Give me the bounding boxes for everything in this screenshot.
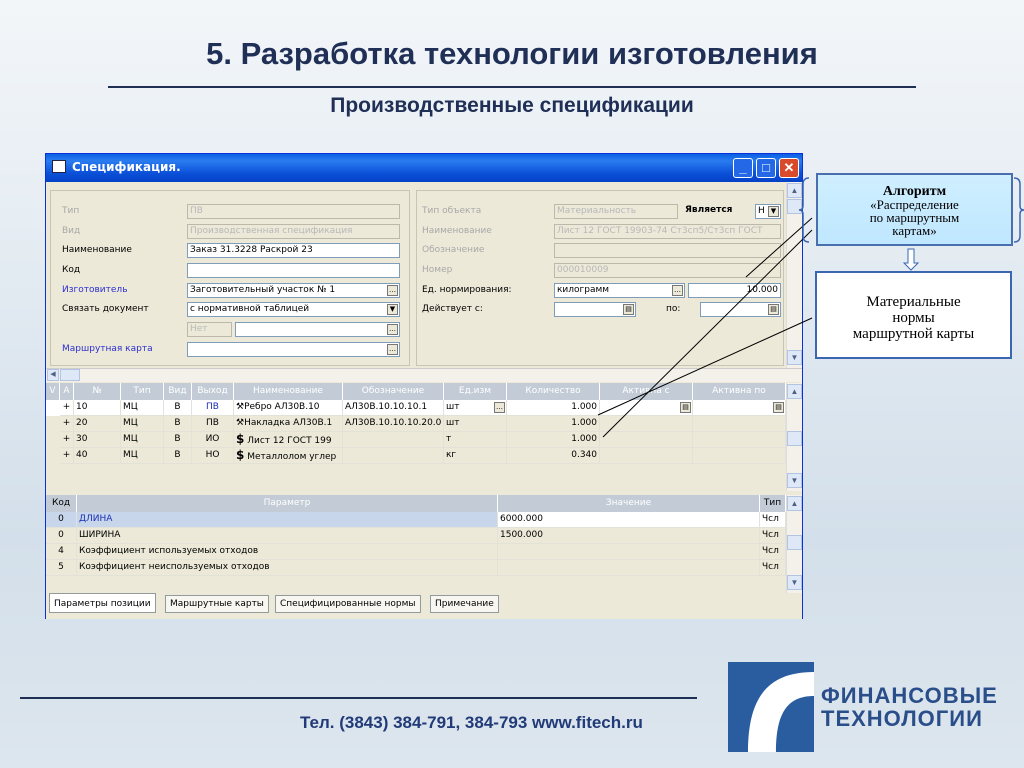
scroll-up-icon[interactable]: ▲ <box>787 183 802 198</box>
logo-line1: ФИНАНСОВЫЕ <box>821 683 998 708</box>
object-name-label: Наименование <box>422 226 492 236</box>
row-name-text: Накладка АЛ30В.1 <box>244 418 333 428</box>
row-flag[interactable]: + <box>60 400 74 416</box>
param-code[interactable]: 5 <box>46 560 77 576</box>
ellipsis-icon[interactable]: … <box>389 325 396 333</box>
minimize-button[interactable]: _ <box>733 158 753 178</box>
row-output[interactable]: ИО <box>192 432 234 448</box>
row-number[interactable]: 40 <box>74 448 121 464</box>
row-unit[interactable]: кг <box>444 448 507 464</box>
arrow-line <box>746 218 812 277</box>
chevron-down-icon[interactable]: ▼ <box>768 206 779 217</box>
company-logo-icon <box>728 662 814 752</box>
row-name-text: Лист 12 ГОСТ 199 <box>247 436 332 446</box>
col-param-value[interactable]: Значение <box>498 495 760 512</box>
row-unit[interactable]: шт <box>444 416 507 432</box>
norm-quantity-field[interactable]: 10.000 <box>688 283 781 298</box>
tab-position-parameters[interactable]: Параметры позиции <box>49 593 156 613</box>
calendar-icon[interactable]: ▤ <box>773 402 784 413</box>
col-param-name[interactable]: Параметр <box>77 495 498 512</box>
row-output[interactable]: ПВ <box>192 400 234 416</box>
footer-contacts: Тел. (3843) 384-791, 384-793 www.fitech.ru <box>300 713 643 732</box>
scroll-up-icon[interactable]: ▲ <box>787 496 802 511</box>
manufacturer-value: Заготовительный участок № 1 <box>190 285 336 295</box>
type-field: ПВ <box>187 204 400 219</box>
tab-route-cards[interactable]: Маршрутные карты <box>165 595 269 613</box>
algorithm-line1: «Распределение <box>870 197 959 212</box>
is-label: Является <box>685 205 733 215</box>
valid-from-label: Действует с: <box>422 304 483 314</box>
object-type-field: Материальность <box>554 204 678 219</box>
norm-unit-value: килограмм <box>557 285 610 295</box>
param-code[interactable]: 4 <box>46 544 77 560</box>
number-label: Номер <box>422 265 453 275</box>
row-output[interactable]: ПВ <box>192 416 234 432</box>
calendar-icon[interactable]: ▤ <box>768 304 779 315</box>
norms-line2: нормы <box>892 310 935 326</box>
row-quantity[interactable]: 1.000 <box>507 416 600 432</box>
object-name-field: Лист 12 ГОСТ 19903-74 Ст3сп5/Ст3сп ГОСТ <box>554 224 781 239</box>
tools-icon: ⚒ <box>236 402 245 412</box>
col-kind[interactable]: Вид <box>164 383 192 400</box>
route-card-label[interactable]: Маршрутная карта <box>62 344 153 354</box>
arrow-line <box>603 230 812 437</box>
norm-unit-label: Ед. нормирования: <box>422 285 512 295</box>
row-unit-text: шт <box>446 402 460 412</box>
row-quantity[interactable]: 1.000 <box>507 400 600 416</box>
scroll-down-icon[interactable]: ▼ <box>787 350 802 365</box>
param-type[interactable]: Чсл <box>760 544 786 560</box>
name-label: Наименование <box>62 245 132 255</box>
norms-line3: маршрутной карты <box>852 326 975 342</box>
row-designation[interactable]: АЛ30В.10.10.10.1 <box>343 400 444 416</box>
param-code[interactable]: 0 <box>46 528 77 544</box>
algorithm-callout <box>816 173 1013 246</box>
row-kind[interactable]: В <box>164 400 192 416</box>
footer-divider <box>20 697 697 699</box>
row-flag[interactable]: + <box>60 432 74 448</box>
ellipsis-icon[interactable]: … <box>389 345 396 353</box>
name-field[interactable]: Заказ 31.3228 Раскрой 23 <box>187 243 400 258</box>
type-label: Тип <box>62 206 80 216</box>
scroll-down-icon[interactable]: ▼ <box>787 575 802 590</box>
row-number[interactable]: 30 <box>74 432 121 448</box>
tab-notes[interactable]: Примечание <box>430 595 499 613</box>
row-flag[interactable]: + <box>60 448 74 464</box>
col-quantity[interactable]: Количество <box>507 383 600 400</box>
param-value[interactable]: 6000.000 <box>498 512 760 528</box>
col-active-from[interactable]: Активна с <box>600 383 693 400</box>
row-kind[interactable]: В <box>164 432 192 448</box>
number-field: 000010009 <box>554 263 781 278</box>
param-name[interactable]: ДЛИНА <box>77 512 498 528</box>
algorithm-line2: по маршрутным <box>869 210 960 225</box>
algorithm-title: Алгоритм <box>882 184 947 199</box>
ellipsis-icon[interactable]: … <box>674 286 681 294</box>
code-label: Код <box>62 265 81 275</box>
row-type[interactable]: МЦ <box>121 448 164 464</box>
norms-line1: Материальные <box>866 294 961 310</box>
scroll-up-icon[interactable]: ▲ <box>787 384 802 399</box>
row-type[interactable]: МЦ <box>121 432 164 448</box>
param-name[interactable]: Коэффициент неиспользуемых отходов <box>77 560 498 576</box>
maximize-button[interactable]: □ <box>756 158 776 178</box>
left-brace <box>799 178 809 242</box>
row-designation[interactable]: АЛ30В.10.10.10.20.0 <box>343 416 444 432</box>
slide-subtitle: Производственные спецификации <box>330 94 694 117</box>
col-number[interactable]: № <box>74 383 121 400</box>
ellipsis-icon[interactable]: … <box>496 403 503 411</box>
row-number[interactable]: 20 <box>74 416 121 432</box>
calendar-icon[interactable]: ▤ <box>680 402 691 413</box>
row-name-text: Металлолом углер <box>247 452 337 462</box>
link-document-value: с нормативной таблицей <box>190 304 310 314</box>
down-arrow-icon <box>904 249 918 270</box>
row-kind[interactable]: В <box>164 448 192 464</box>
col-active-to[interactable]: Активна по <box>693 383 786 400</box>
calendar-icon[interactable]: ▤ <box>623 304 634 315</box>
close-button[interactable]: ✕ <box>779 158 799 178</box>
row-number[interactable]: 10 <box>74 400 121 416</box>
row-output[interactable]: НО <box>192 448 234 464</box>
param-name[interactable]: ШИРИНА <box>77 528 498 544</box>
is-value: Н <box>758 206 765 216</box>
col-name[interactable]: Наименование <box>234 383 343 400</box>
chevron-down-icon[interactable]: ▼ <box>387 304 398 315</box>
arrow-line <box>598 318 812 415</box>
designation-label: Обозначение <box>422 245 485 255</box>
col-unit[interactable]: Ед.изм <box>444 383 507 400</box>
scroll-left-icon[interactable]: ◀ <box>47 369 59 381</box>
col-type[interactable]: Тип <box>121 383 164 400</box>
scroll-down-icon[interactable]: ▼ <box>787 473 802 488</box>
col-a[interactable]: А <box>60 383 74 400</box>
row-quantity[interactable]: 1.000 <box>507 432 600 448</box>
dollar-icon: $ <box>236 448 245 462</box>
tab-specified-norms[interactable]: Специфицированные нормы <box>275 595 421 613</box>
row-quantity[interactable]: 0.340 <box>507 448 600 464</box>
ellipsis-icon[interactable]: … <box>389 286 396 294</box>
col-output[interactable]: Выход <box>192 383 234 400</box>
param-type[interactable]: Чсл <box>760 560 786 576</box>
col-param-type[interactable]: Тип <box>760 495 786 512</box>
param-code[interactable]: 0 <box>46 512 77 528</box>
tools-icon: ⚒ <box>236 418 245 428</box>
kind-field: Производственная спецификация <box>187 224 400 239</box>
logo-line2: ТЕХНОЛОГИИ <box>821 706 983 731</box>
col-v[interactable]: V <box>46 383 60 400</box>
col-designation[interactable]: Обозначение <box>343 383 444 400</box>
dollar-icon: $ <box>236 432 245 446</box>
col-param-code[interactable]: Код <box>46 495 77 512</box>
manufacturer-label[interactable]: Изготовитель <box>62 285 128 295</box>
row-flag[interactable]: + <box>60 416 74 432</box>
slide-title: 5. Разработка технологии изготовления <box>206 36 818 71</box>
kind-label: Вид <box>62 226 81 236</box>
object-type-label: Тип объекта <box>422 206 482 216</box>
row-kind[interactable]: В <box>164 416 192 432</box>
param-name[interactable]: Коэффициент используемых отходов <box>77 544 498 560</box>
row-type[interactable]: МЦ <box>121 400 164 416</box>
param-value[interactable]: 1500.000 <box>498 528 760 544</box>
row-unit[interactable]: т <box>444 432 507 448</box>
algorithm-line3: картам» <box>892 223 937 238</box>
row-name-text: Ребро АЛ30В.10 <box>244 402 320 412</box>
material-norms-callout <box>815 271 1012 359</box>
link-flag-field: Нет <box>187 322 232 337</box>
link-document-label: Связать документ <box>62 304 149 314</box>
right-brace <box>1014 178 1024 242</box>
valid-to-label: по: <box>666 304 681 314</box>
param-type[interactable]: Чсл <box>760 528 786 544</box>
window-title: Спецификация. <box>72 160 181 174</box>
row-type[interactable]: МЦ <box>121 416 164 432</box>
param-type[interactable]: Чсл <box>760 512 786 528</box>
company-logo-text <box>821 684 998 730</box>
